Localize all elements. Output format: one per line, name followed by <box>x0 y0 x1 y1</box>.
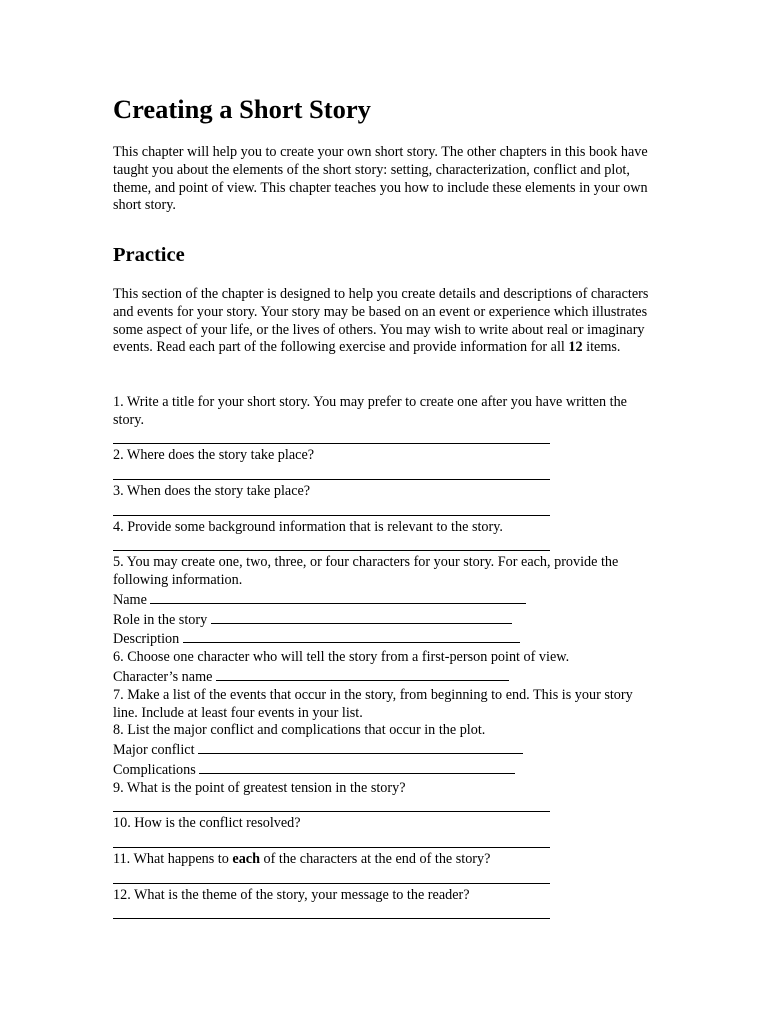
item-8-conflict-row <box>113 740 673 760</box>
item-10-answer-line[interactable] <box>113 833 673 851</box>
item-5-description-field[interactable] <box>183 629 520 643</box>
item-2-answer-line[interactable] <box>113 465 673 483</box>
item-9-answer-line[interactable] <box>113 798 673 816</box>
item-8-complications-row <box>113 760 673 780</box>
item-12-prompt: 12. What is the theme of the story, your message to the reader? <box>113 886 470 903</box>
item-3-prompt: 3. When does the story take place? <box>113 482 311 499</box>
item-5-name-field[interactable] <box>150 590 526 604</box>
item-8-complications-field[interactable] <box>199 760 515 774</box>
item-3-answer-line[interactable] <box>113 501 673 519</box>
item-5-role-label: Role in the story <box>113 611 208 628</box>
exercise-list <box>113 394 673 922</box>
item-6-name-row <box>113 667 673 687</box>
item-6-name-field[interactable] <box>216 667 509 681</box>
practice-heading: Practice <box>113 244 185 266</box>
item-11-prompt <box>113 851 673 869</box>
practice-intro-paragraph <box>113 286 661 357</box>
page-title: Creating a Short Story <box>113 94 371 124</box>
item-8-prompt: 8. List the major conflict and complications that occur in the plot. <box>113 722 486 739</box>
item-5-description-label: Description <box>113 631 180 648</box>
item-11-answer-line[interactable] <box>113 869 673 887</box>
item-5-name-label: Name <box>113 591 147 608</box>
item-11-prompt-start: 11. What happens to <box>113 850 233 867</box>
item-4-prompt: 4. Provide some background information that is relevant to the story. <box>113 518 503 535</box>
practice-intro-end: items. <box>582 339 621 356</box>
practice-intro-text: This section of the chapter is designed to help you create details and descriptions of characters and events for your story. Your story may be based on an event or experience which illustrates some aspect of your life, or the lives of others. You may wish to write about real or imaginary events. Read each part of the following exercise and provide information for all <box>113 286 649 356</box>
item-8-conflict-label: Major conflict <box>113 742 195 759</box>
item-5-description-row <box>113 629 673 649</box>
item-5-role-row <box>113 610 673 630</box>
item-count: 12 <box>568 339 583 356</box>
item-6-prompt: 6. Choose one character who will tell the story from a first-person point of view. <box>113 649 570 666</box>
item-4-answer-line[interactable] <box>113 536 673 554</box>
item-6-name-label: Character’s name <box>113 668 213 685</box>
item-5-role-field[interactable] <box>211 610 512 624</box>
item-12-answer-line[interactable] <box>113 904 673 922</box>
item-5-prompt: 5. You may create one, two, three, or four characters for your story. For each, provide the following information. <box>113 554 619 588</box>
item-2-prompt: 2. Where does the story take place? <box>113 447 315 464</box>
item-7-prompt: 7. Make a list of the events that occur in the story, from beginning to end. This is your story line. Include at least four events in your list. <box>113 686 633 721</box>
item-8-conflict-field[interactable] <box>198 740 523 754</box>
item-11-prompt-end: of the characters at the end of the story? <box>259 850 491 867</box>
item-10-prompt: 10. How is the conflict resolved? <box>113 815 301 832</box>
item-9-prompt: 9. What is the point of greatest tension in the story? <box>113 779 406 796</box>
item-5-name-row <box>113 590 673 610</box>
item-1-prompt: 1. Write a title for your short story. You may prefer to create one after you have written the story. <box>113 394 627 428</box>
item-11-emphasis: each <box>232 850 260 867</box>
item-8-complications-label: Complications <box>113 761 196 778</box>
intro-paragraph: This chapter will help you to create your own short story. The other chapters in this book have taught you about the elements of the short story: setting, characterization, conflict and plot, theme, and point of view. This chapter teaches you how to include these elements in your own short story. <box>113 144 648 214</box>
item-1-answer-line[interactable] <box>113 430 673 448</box>
